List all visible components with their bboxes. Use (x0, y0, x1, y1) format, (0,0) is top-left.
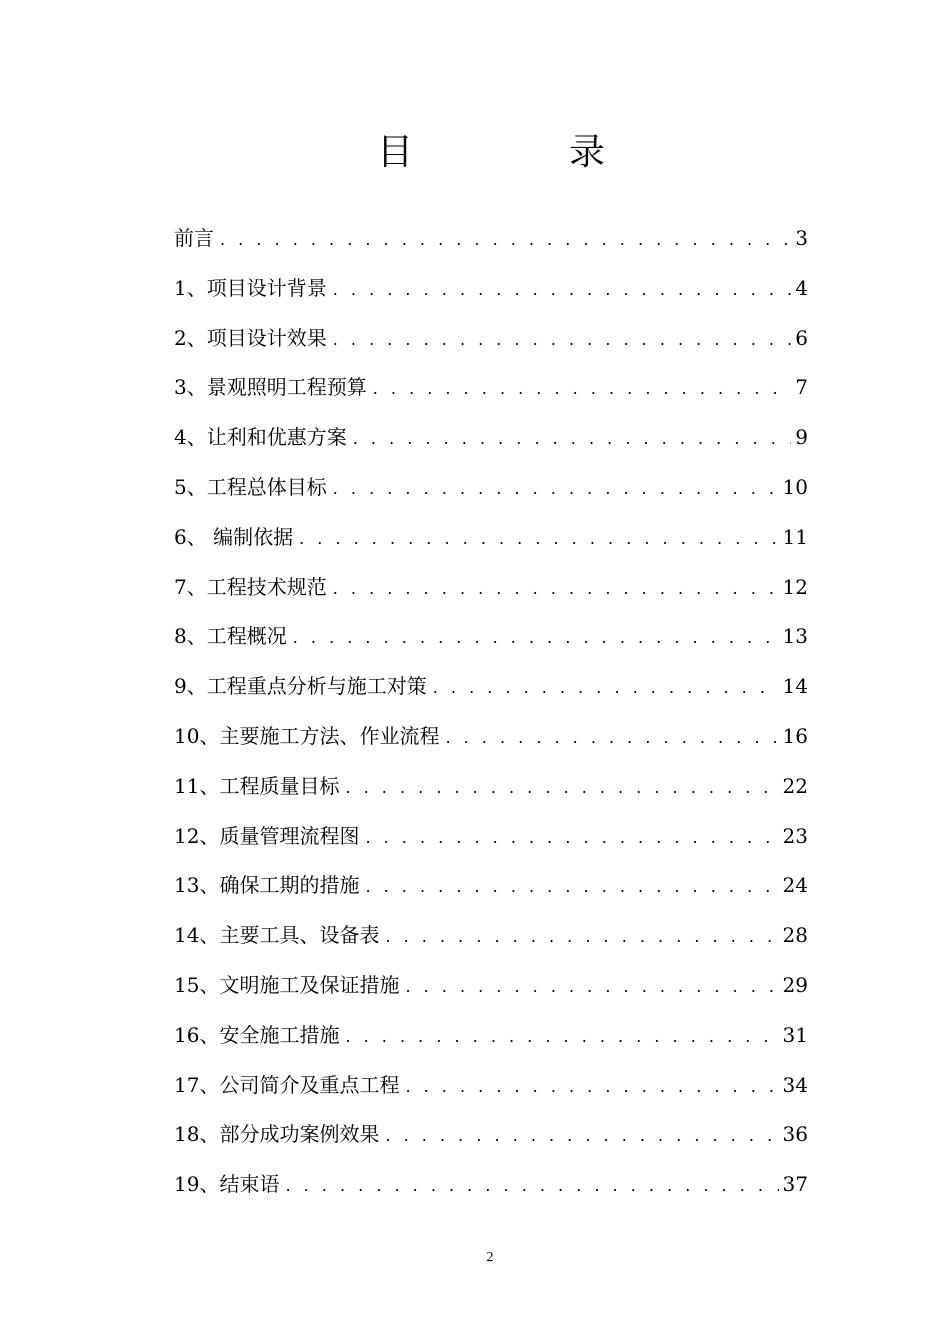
toc-label: 16、安全施工措施 (174, 1022, 340, 1047)
toc-leader (333, 274, 792, 306)
toc-leader (333, 473, 779, 505)
toc-page-number: 23 (782, 823, 808, 848)
toc-label: 前言 (174, 226, 214, 250)
toc-entry-9[interactable] (174, 670, 808, 720)
toc-page-number: 9 (795, 425, 808, 450)
toc-leader (293, 622, 779, 654)
toc-leader (385, 921, 778, 953)
toc-leader (333, 324, 792, 356)
toc-entry-preface[interactable] (174, 222, 808, 272)
toc-leader (433, 672, 779, 704)
toc-label: 5、工程总体目标 (174, 474, 327, 499)
toc-label: 17、公司简介及重点工程 (174, 1072, 400, 1097)
toc-leader (405, 971, 778, 1003)
toc-page-number: 29 (782, 972, 808, 997)
toc-label: 13、确保工期的措施 (174, 873, 360, 898)
page-title (0, 128, 950, 178)
toc-page-number: 11 (782, 524, 808, 549)
toc-page-number: 12 (782, 574, 808, 599)
toc-label: 6、 编制依据 (174, 524, 294, 549)
toc-entry-6[interactable] (174, 521, 808, 571)
toc-leader (385, 1120, 778, 1152)
table-of-contents (174, 222, 808, 1218)
toc-leader (365, 871, 778, 903)
toc-page-number: 13 (782, 624, 808, 649)
toc-page-number: 16 (782, 723, 808, 748)
toc-label: 3、景观照明工程预算 (174, 375, 367, 400)
toc-leader (220, 224, 791, 256)
toc-label: 2、项目设计效果 (174, 325, 327, 350)
title-char-1: 目 (377, 132, 414, 173)
toc-entry-1[interactable] (174, 272, 808, 322)
toc-entry-17[interactable] (174, 1069, 808, 1119)
toc-entry-7[interactable] (174, 571, 808, 621)
toc-entry-19[interactable] (174, 1168, 808, 1218)
toc-page-number: 24 (782, 873, 808, 898)
toc-entry-2[interactable] (174, 322, 808, 372)
toc-leader (405, 1071, 778, 1103)
toc-page-number: 6 (795, 325, 808, 350)
toc-entry-8[interactable] (174, 620, 808, 670)
toc-leader (285, 1170, 778, 1202)
toc-label: 4、让利和优惠方案 (174, 425, 347, 450)
footer-page-number: 2 (486, 1250, 494, 1265)
toc-label: 18、部分成功案例效果 (174, 1122, 380, 1147)
toc-entry-11[interactable] (174, 770, 808, 820)
toc-leader (373, 373, 792, 405)
toc-page-number: 7 (795, 375, 808, 400)
toc-entry-4[interactable] (174, 421, 808, 471)
toc-entry-12[interactable] (174, 820, 808, 870)
toc-page-number: 37 (782, 1172, 808, 1197)
toc-label: 1、项目设计背景 (174, 275, 327, 300)
title-char-2: 录 (569, 132, 606, 173)
toc-entry-10[interactable] (174, 720, 808, 770)
toc-page-number: 14 (782, 674, 808, 699)
toc-entry-3[interactable] (174, 371, 808, 421)
toc-leader (299, 523, 778, 555)
toc-page-number: 31 (782, 1022, 808, 1047)
toc-label: 11、工程质量目标 (174, 773, 340, 798)
toc-leader (365, 822, 778, 854)
toc-page-number: 22 (782, 773, 808, 798)
toc-page-number: 4 (795, 275, 808, 300)
toc-entry-13[interactable] (174, 869, 808, 919)
toc-page-number: 10 (782, 474, 808, 499)
toc-leader (345, 1021, 778, 1053)
toc-page-number: 3 (795, 226, 808, 250)
toc-leader (345, 772, 778, 804)
toc-label: 8、工程概况 (174, 624, 287, 649)
toc-label: 19、结束语 (174, 1172, 280, 1197)
toc-leader (353, 423, 792, 455)
toc-page-number: 34 (782, 1072, 808, 1097)
toc-page-number: 28 (782, 923, 808, 948)
toc-label: 7、工程技术规范 (174, 574, 327, 599)
toc-page-number: 36 (782, 1122, 808, 1147)
toc-entry-18[interactable] (174, 1118, 808, 1168)
toc-entry-16[interactable] (174, 1019, 808, 1069)
toc-label: 9、工程重点分析与施工对策 (174, 674, 427, 699)
toc-entry-5[interactable] (174, 471, 808, 521)
toc-label: 10、主要施工方法、作业流程 (174, 723, 440, 748)
toc-label: 12、质量管理流程图 (174, 823, 360, 848)
toc-label: 14、主要工具、设备表 (174, 923, 380, 948)
toc-entry-15[interactable] (174, 969, 808, 1019)
toc-leader (333, 573, 779, 605)
toc-entry-14[interactable] (174, 919, 808, 969)
toc-leader (445, 722, 778, 754)
toc-label: 15、文明施工及保证措施 (174, 972, 400, 997)
